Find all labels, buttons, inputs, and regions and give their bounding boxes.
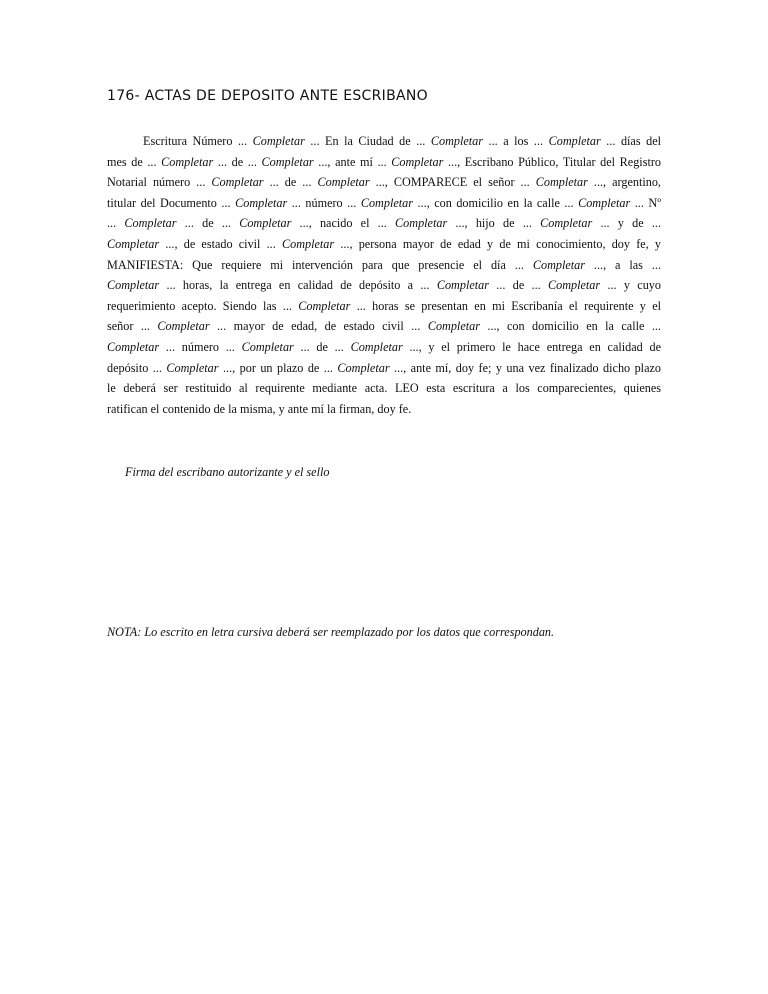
placeholder-text: Completar [124, 216, 177, 231]
body-text: ..., ante mí ... [313, 154, 392, 169]
body-text: titular del Documento ... [107, 195, 236, 210]
placeholder-text: Completar [578, 195, 631, 210]
body-line [107, 255, 661, 276]
body-line [107, 172, 661, 193]
body-text: ... horas se presentan en mi Escribanía el requirente y el [350, 298, 661, 313]
body-text: ..., persona mayor de edad y de mi conocimiento, doy fe, y [334, 236, 661, 251]
placeholder-text: Completar [427, 319, 480, 334]
body-text: MANIFIESTA: Que requiere mi intervención para que presencie el día ... [107, 257, 533, 272]
body-text: ... de ... [488, 278, 548, 293]
body-text: ratifican el contenido de la misma, y ante mí la firman, doy fe. [107, 401, 412, 416]
placeholder-text: Completar [235, 195, 288, 210]
body-text: ... horas, la entrega en calidad de depósito a ... [159, 278, 437, 293]
body-line [107, 275, 661, 296]
placeholder-text: Completar [161, 154, 214, 169]
body-text: mes de ... [107, 154, 162, 169]
body-line [107, 296, 661, 317]
placeholder-text: Completar [298, 298, 351, 313]
body-text: ... de ... [176, 216, 240, 231]
document-body [107, 131, 661, 419]
body-line [107, 193, 661, 214]
placeholder-text: Completar [548, 134, 601, 148]
body-text: ... número ... [159, 339, 242, 354]
body-text: depósito ... [107, 360, 167, 375]
body-text: Escritura Número ... [143, 134, 253, 148]
body-text: ..., de estado civil ... [159, 236, 282, 251]
body-text: ... días del [600, 134, 661, 148]
body-line [107, 234, 661, 255]
body-text: ..., nacido el ... [291, 216, 396, 231]
placeholder-text: Completar [261, 154, 314, 169]
body-text: ..., ante mí, doy fe; y una vez finalizado dicho plazo [389, 360, 661, 375]
placeholder-text: Completar [337, 360, 390, 375]
placeholder-text: Completar [436, 278, 489, 293]
document-title: 176- ACTAS DE DEPOSITO ANTE ESCRIBANO [107, 88, 428, 104]
placeholder-text: Completar [166, 360, 219, 375]
body-text: ... [107, 216, 125, 231]
body-text: ... y de ... [592, 216, 661, 231]
body-line [107, 399, 661, 420]
body-text: ... de ... [293, 339, 351, 354]
note-text: NOTA: Lo escrito en letra cursiva deberá ser reemplazado por los datos que correspondan. [107, 625, 555, 639]
placeholder-text: Completar [391, 154, 444, 169]
body-text: ... de ... [263, 175, 318, 190]
body-text: ... Nº [630, 195, 661, 210]
body-text: ..., COMPARECE el señor ... [369, 175, 536, 190]
body-text: ..., con domicilio en la calle ... [412, 195, 579, 210]
body-line [107, 213, 661, 234]
placeholder-text: Completar [532, 257, 585, 272]
placeholder-text: Completar [239, 216, 292, 231]
body-text: ... mayor de edad, de estado civil ... [209, 319, 428, 334]
placeholder-text: Completar [540, 216, 593, 231]
body-line [107, 337, 661, 358]
placeholder-text: Completar [107, 278, 160, 293]
body-text: ... número ... [287, 195, 361, 210]
body-text: ... a los ... [483, 134, 549, 148]
placeholder-text: Completar [360, 195, 413, 210]
placeholder-text: Completar [548, 278, 601, 293]
body-text: ... y cuyo [600, 278, 661, 293]
body-line [107, 152, 661, 173]
body-line [107, 316, 661, 337]
placeholder-text: Completar [281, 236, 335, 251]
body-line [107, 358, 661, 379]
placeholder-text: Completar [252, 134, 305, 148]
placeholder-text: Completar [395, 216, 448, 231]
placeholder-text: Completar [350, 339, 403, 354]
body-text: ..., a las ... [585, 257, 661, 272]
body-text: señor ... [107, 319, 158, 334]
body-text: Notarial número ... [107, 175, 212, 190]
body-text: le deberá ser restituido al requirente mediante acta. LEO esta escritura a los comparecientes, quienes [107, 381, 661, 396]
body-text: ..., por un plazo de ... [218, 360, 338, 375]
body-line [107, 378, 661, 399]
placeholder-text: Completar [157, 319, 210, 334]
placeholder-text: Completar [107, 339, 160, 354]
body-text: ..., con domicilio en la calle ... [479, 319, 661, 334]
body-text: requerimiento acepto. Siendo las ... [107, 298, 299, 313]
body-text: ..., hijo de ... [447, 216, 541, 231]
body-text: ..., argentino, [587, 175, 661, 190]
placeholder-text: Completar [107, 236, 160, 251]
body-text: ... En la Ciudad de ... [304, 134, 431, 148]
placeholder-text: Completar [211, 175, 264, 190]
placeholder-text: Completar [317, 175, 370, 190]
body-line [107, 131, 661, 152]
placeholder-text: Completar [535, 175, 588, 190]
body-text: ..., Escribano Público, Titular del Registro [443, 154, 661, 169]
signature-line: Firma del escribano autorizante y el sello [125, 465, 330, 479]
body-text: ..., y el primero le hace entrega en calidad de [402, 339, 661, 354]
placeholder-text: Completar [241, 339, 294, 354]
placeholder-text: Completar [430, 134, 484, 148]
body-text: ... de ... [213, 154, 262, 169]
